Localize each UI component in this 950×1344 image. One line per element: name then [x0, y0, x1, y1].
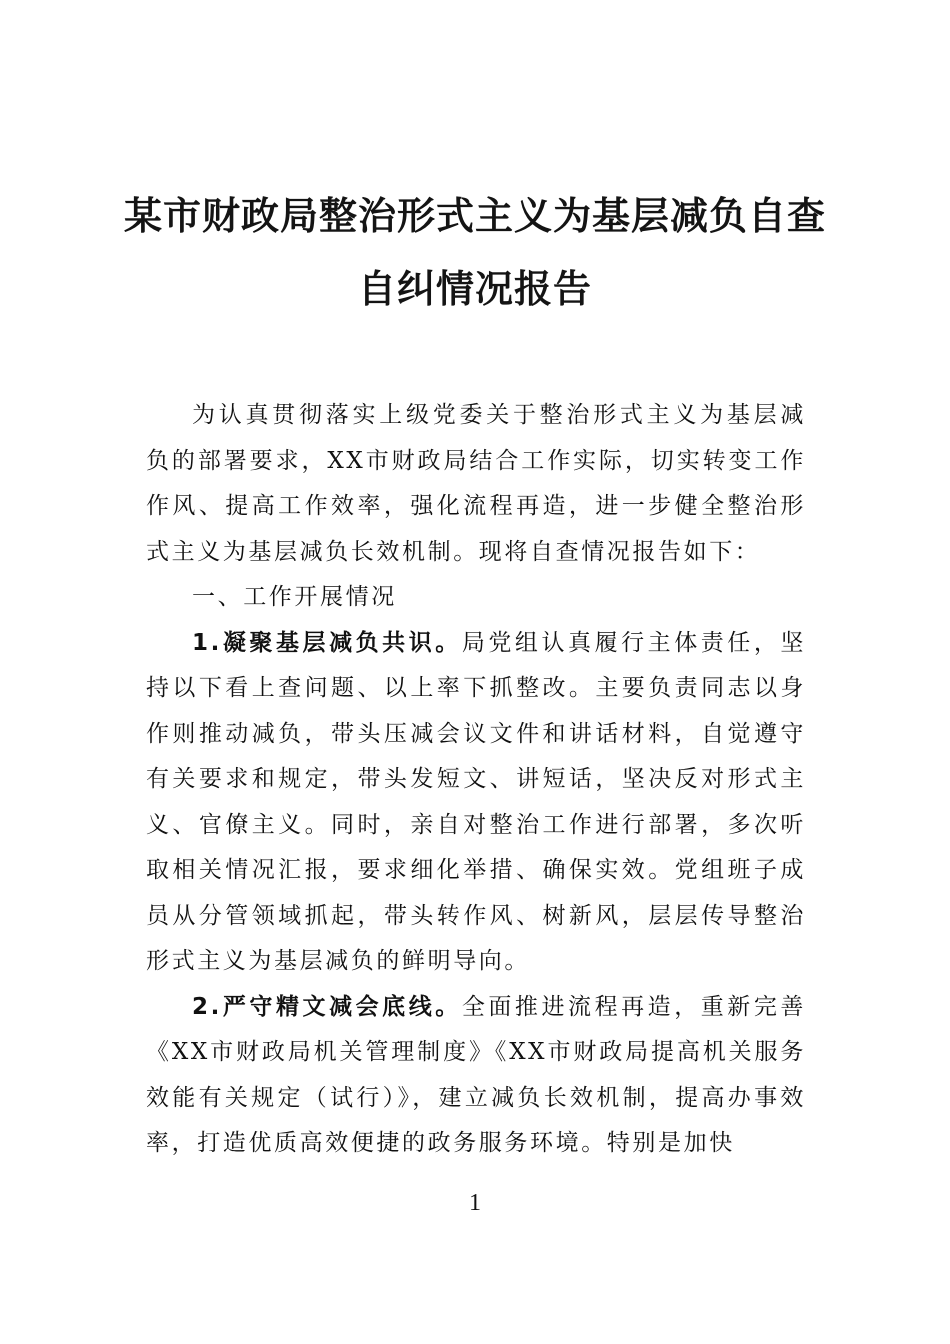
item1-paragraph — [146, 621, 806, 985]
item2-text: 全面推进流程再造，重新完善《XX市财政局机关管理制度》《XX市财政局提高机关服务效能有关规定（试行）》，建立减负长效机制，提高办事效率，打造优质高效便捷的政务服务环境。特别是加快 — [146, 993, 806, 1156]
item2-paragraph — [146, 985, 806, 1167]
document-title-line1: 某市财政局整治形式主义为基层减负自查 — [123, 193, 826, 238]
section-heading: 一、工作开展情况 — [192, 584, 397, 610]
item2-lead: 2.严守精文减会底线。 — [192, 993, 462, 1020]
intro-paragraph: 为认真贯彻落实上级党委关于整治形式主义为基层减负的部署要求，XX市财政局结合工作实际，切实转变工作作风、提高工作效率，强化流程再造，进一步健全整治形式主义为基层减负长效机制。现将自查情况报告如下： — [146, 402, 806, 565]
document-title-line2: 自纠情况报告 — [357, 266, 592, 311]
page-number: 1 — [469, 1190, 481, 1216]
item1-lead: 1.凝聚基层减负共识。 — [192, 629, 462, 656]
document-body — [146, 393, 806, 1167]
item1-text: 局党组认真履行主体责任，坚持以下看上查问题、以上率下抓整改。主要负责同志以身作则推动减负，带头压减会议文件和讲话材料，自觉遵守有关要求和规定，带头发短文、讲短话，坚决反对形式主义、官僚主义。同时，亲自对整治工作进行部署，多次听取相关情况汇报，要求细化举措、确保实效。党组班子成员从分管领域抓起，带头转作风、树新风，层层传导整治形式主义为基层减负的鲜明导向。 — [146, 629, 806, 974]
